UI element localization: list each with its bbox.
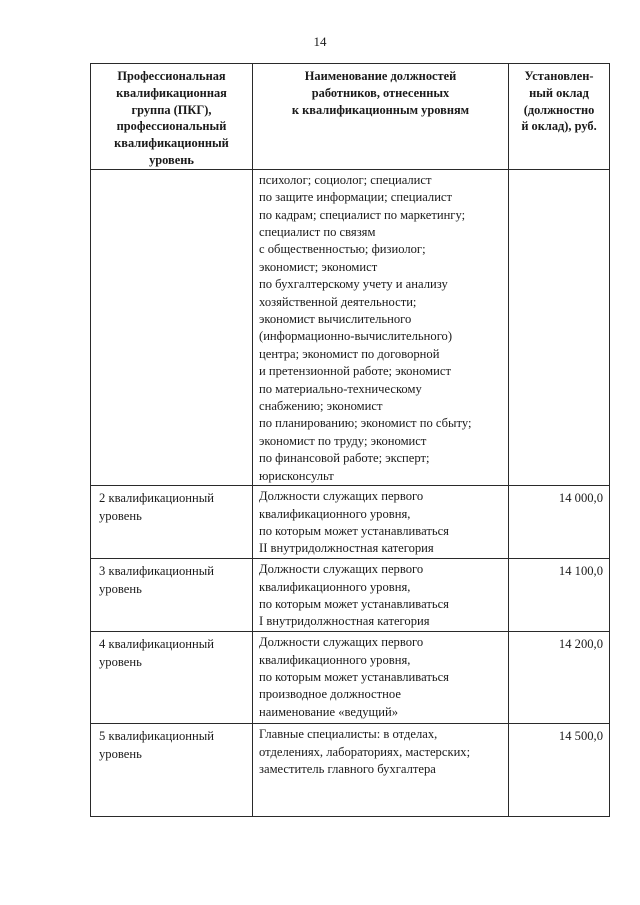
table-row <box>91 724 610 817</box>
group-line: 3 квалификационный <box>99 564 214 579</box>
group-cell <box>91 169 253 485</box>
positions-line: хозяйственной деятельности; <box>259 294 417 309</box>
positions-line: экономист вычислительного <box>259 312 412 327</box>
positions-line: квалификационного уровня, <box>259 506 411 521</box>
positions-line: Должности служащих первого <box>259 489 424 504</box>
positions-line: наименование «ведущий» <box>259 704 399 719</box>
header-positions-column <box>253 64 509 170</box>
positions-line: экономист по труду; экономист <box>259 433 427 448</box>
positions-list <box>253 632 508 721</box>
positions-line: по которым может устанавливаться <box>259 596 449 611</box>
positions-cell <box>253 724 509 817</box>
table-row <box>91 559 610 632</box>
positions-list <box>253 170 508 485</box>
positions-line: по кадрам; специалист по маркетингу; <box>259 207 466 222</box>
positions-line: центра; экономист по договорной <box>259 346 440 361</box>
group-cell <box>91 632 253 724</box>
positions-line: квалификационного уровня, <box>259 652 411 667</box>
positions-line: производное должностное <box>259 687 401 702</box>
header-group-column <box>91 64 253 170</box>
group-line: уровень <box>99 508 142 523</box>
salary-value: 14 500,0 <box>558 729 603 744</box>
positions-list <box>253 486 508 558</box>
positions-cell <box>253 559 509 632</box>
group-cell-text <box>91 170 252 174</box>
group-line: уровень <box>99 581 142 596</box>
positions-line: психолог; социолог; специалист <box>259 172 432 187</box>
positions-list <box>253 724 508 778</box>
positions-line: экономист; экономист <box>259 259 378 274</box>
table-row <box>91 632 610 724</box>
group-cell <box>91 724 253 817</box>
positions-line: по материально-техническому <box>259 381 422 396</box>
positions-line: II внутридолжностная категория <box>259 541 434 556</box>
table-row <box>91 486 610 559</box>
group-line: уровень <box>99 654 142 669</box>
group-line: 5 квалификационный <box>99 729 214 744</box>
positions-line: Должности служащих первого <box>259 635 424 650</box>
positions-line: по защите информации; специалист <box>259 190 453 205</box>
salary-table <box>90 63 610 817</box>
positions-line: по которым может устанавливаться <box>259 523 449 538</box>
positions-line: по бухгалтерскому учету и анализу <box>259 277 448 292</box>
positions-cell <box>253 486 509 559</box>
positions-line: снабжению; экономист <box>259 399 383 414</box>
table-row-continuation <box>91 169 610 485</box>
group-line: уровень <box>99 746 142 761</box>
positions-line: по финансовой работе; эксперт; <box>259 451 430 466</box>
group-cell-text <box>91 486 252 525</box>
salary-value <box>509 170 609 174</box>
header-salary-text: Установлен- ный оклад (должностно й оклад), руб. <box>521 69 597 134</box>
header-group-text: Профессиональная квалификационная группа (ПКГ), профессиональный квалификационный уровень <box>114 69 229 167</box>
positions-line: I внутридолжностная категория <box>259 614 430 629</box>
positions-line: Должности служащих первого <box>259 562 424 577</box>
positions-line: заместитель главного бухгалтера <box>259 761 436 776</box>
salary-cell <box>509 486 610 559</box>
page-number: 14 <box>313 34 327 49</box>
positions-line: (информационно-вычислительного) <box>259 329 453 344</box>
positions-line: юрисконсульт <box>259 468 334 483</box>
group-cell-text <box>91 559 252 598</box>
positions-line: квалификационного уровня, <box>259 579 411 594</box>
salary-cell <box>509 559 610 632</box>
header-positions-text: Наименование должностей работников, отнесенных к квалификационным уровням <box>291 69 470 117</box>
salary-cell <box>509 632 610 724</box>
positions-line: Главные специалисты: в отделах, <box>259 727 438 742</box>
positions-cell <box>253 632 509 724</box>
table-header-row <box>91 64 610 170</box>
group-line: 2 квалификационный <box>99 491 214 506</box>
positions-line: по планированию; экономист по сбыту; <box>259 416 472 431</box>
group-cell <box>91 486 253 559</box>
group-cell <box>91 559 253 632</box>
group-line: 4 квалификационный <box>99 637 214 652</box>
positions-cell <box>253 169 509 485</box>
header-salary-column <box>509 64 610 170</box>
positions-line: специалист по связям <box>259 225 376 239</box>
positions-line: отделениях, лабораториях, мастерских; <box>259 744 471 759</box>
group-cell-text <box>91 632 252 671</box>
positions-list <box>253 559 508 631</box>
salary-cell <box>509 724 610 817</box>
positions-line: с общественностью; физиолог; <box>259 242 426 257</box>
group-cell-text <box>91 724 252 763</box>
salary-cell <box>509 169 610 485</box>
salary-value: 14 100,0 <box>558 564 603 579</box>
salary-value: 14 200,0 <box>558 637 603 652</box>
positions-line: и претензионной работе; экономист <box>259 364 451 379</box>
positions-line: по которым может устанавливаться <box>259 669 449 684</box>
salary-value: 14 000,0 <box>558 491 603 506</box>
